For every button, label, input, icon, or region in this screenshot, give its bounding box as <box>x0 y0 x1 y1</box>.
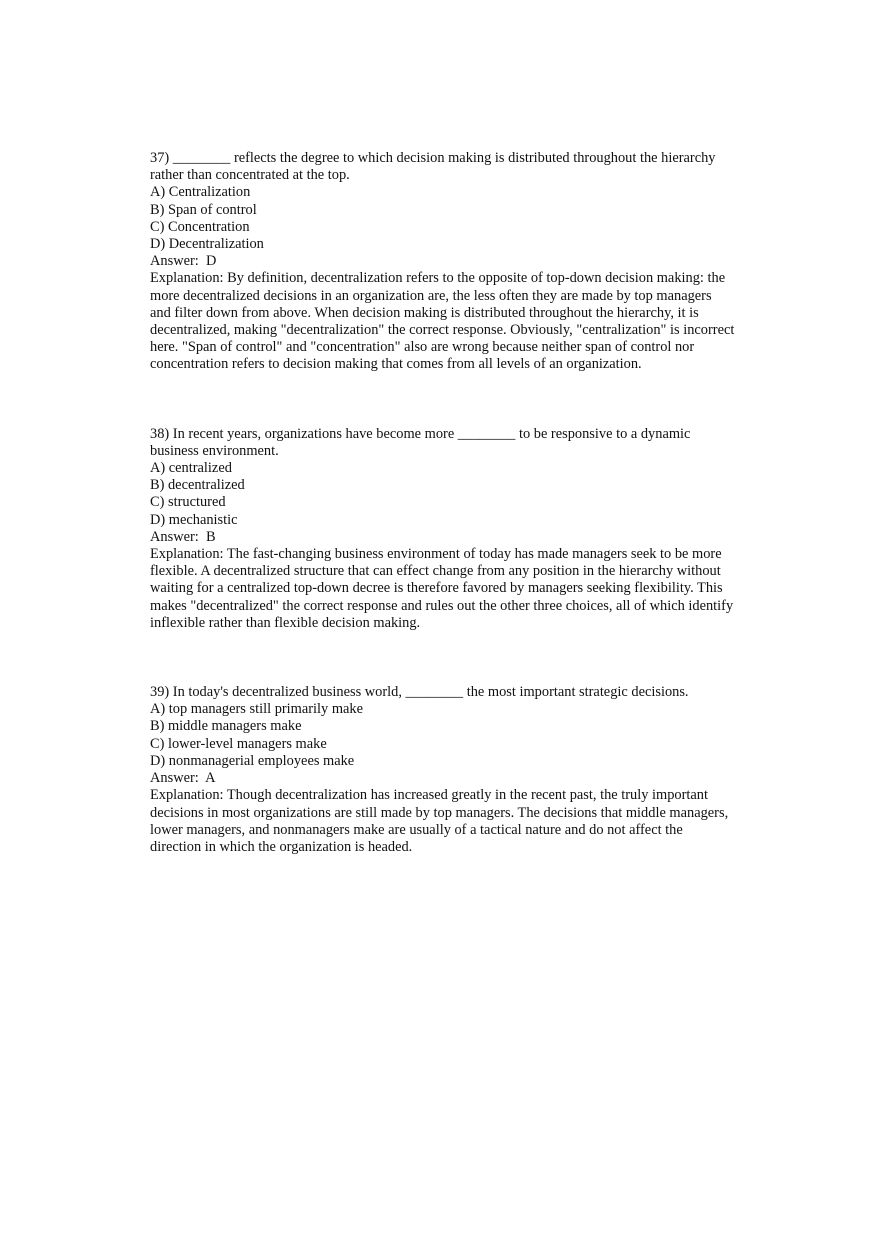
question-list <box>150 150 735 856</box>
option-b: B) decentralized <box>150 477 245 494</box>
answer-line: Answer: B <box>150 528 216 545</box>
explanation-paragraph: Explanation: The fast-changing business environment of today has made managers seek to be more flexible. A decentralized structure that can effect change from any position in the hierarchy without waiting for a centralized top-down decree is therefore favored by managers seeking flexibility. This makes "decentralized" the correct response and rules out the other three choices, all of which identify inflexible rather than flexible decision making. <box>150 546 734 631</box>
answer-line: Answer: D <box>150 253 217 270</box>
answer-line: Answer: A <box>150 770 216 787</box>
option-a: A) centralized <box>150 460 232 477</box>
option-c: C) Concentration <box>150 218 250 235</box>
option-c: C) lower-level managers make <box>150 735 327 752</box>
question-38 <box>150 426 735 632</box>
option-a: A) Centralization <box>150 184 251 201</box>
option-a: A) top managers still primarily make <box>150 701 364 718</box>
option-b: B) middle managers make <box>150 718 302 735</box>
question-stem: 39) In today's decentralized business world, ________ the most important strategic decisions. <box>150 684 689 701</box>
explanation-paragraph: Explanation: By definition, decentralization refers to the opposite of top-down decision making: the more decentralized decisions in an organization are, the less often they are made by top managers and filter down from above. When decision making is distributed throughout the hierarchy, it is decentralized, making "decentralization" the correct response. Obviously, "centralization" is incorrect here. "Span of control" and "concentration" also are wrong because neither span of control nor concentration refers to decision making that comes from all levels of an organization. <box>150 270 735 373</box>
question-37 <box>150 150 735 374</box>
option-d: D) Decentralization <box>150 236 264 253</box>
option-d: D) nonmanagerial employees make <box>150 752 355 769</box>
option-b: B) Span of control <box>150 201 257 218</box>
question-stem: 37) ________ reflects the degree to which decision making is distributed throughout the hierarchy rather than concentrated at the top. <box>150 150 720 184</box>
explanation-paragraph: Explanation: Though decentralization has increased greatly in the recent past, the truly important decisions in most organizations are still made by top managers. The decisions that middle managers, lower managers, and nonmanagers make are usually of a tactical nature and do not affect the direction in which the organization is headed. <box>150 787 729 855</box>
question-stem: 38) In recent years, organizations have become more ________ to be responsive to a dynamic business environment. <box>150 425 695 459</box>
option-d: D) mechanistic <box>150 511 238 528</box>
question-39 <box>150 684 735 856</box>
option-c: C) structured <box>150 494 226 511</box>
